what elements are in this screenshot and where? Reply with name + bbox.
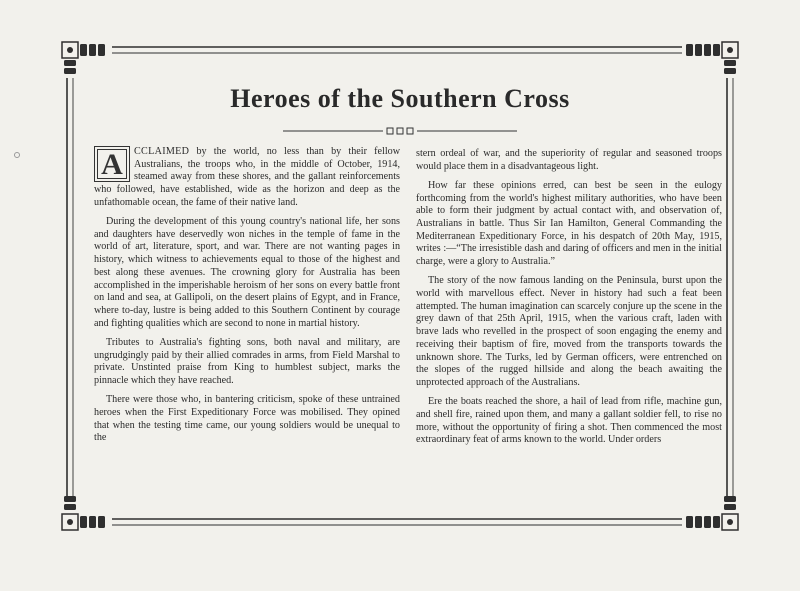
paragraph: The story of the now famous landing on the Peninsula, burst upon the world with marvellous effect. Never in history had such a feat been attempted. The human imagination can scarcely conjure up the scene in the grey dawn of that 25th April, 1915, when the various craft, laden with brave lads who revelled in the prospect of soon engaging the enemy and receiving their baptism of fire, moved from the transports towards the unknown shore. The Turks, led by German officers, were entrenched on the slopes of the rugged hillside and along the beach awaiting the unprotected approach of the Australians. xyxy=(416,275,722,388)
paragraph xyxy=(94,146,400,210)
paragraph-text: by the world, no less than by their fellow Australians, the troops who, in the middle of October, 1914, steamed away from these shores, and the gallant reinforcements who followed, have established, wide as the horizon and deep as the unfathomable ocean, the fame of their native land. xyxy=(94,146,401,208)
opening-word: CCLAIMED xyxy=(134,146,190,157)
title-divider xyxy=(283,127,517,135)
page-title: Heroes of the Southern Cross xyxy=(230,84,570,113)
right-column xyxy=(416,148,722,453)
drop-cap: A xyxy=(94,146,130,182)
paragraph: Ere the boats reached the shore, a hail of lead from rifle, machine gun, and shell fire, rained upon them, and many a gallant soldier fell, to rise no more, without the opportunity of firing a shot. Then commenced the most extraordinary feat of arms known to the world. Under orders xyxy=(416,396,722,446)
corner-top-left xyxy=(62,42,105,74)
corner-top-right xyxy=(686,42,738,74)
left-column xyxy=(94,146,400,451)
paragraph: How far these opinions erred, can best be seen in the eulogy forthcoming from the world's highest military authorities, who have been able to form their judgment by actual contact with, and observation of, Australians in battle. Thus Sir Ian Hamilton, General Commanding the Mediterranean Expeditionary Force, in his despatch of 20th May, 1915, writes :—“The irresistible dash and daring of officers and men in the initial charge, were a glory to Australia.” xyxy=(416,179,722,268)
margin-mark xyxy=(14,152,20,158)
paragraph: Tributes to Australia's fighting sons, both naval and military, are ungrudgingly paid by their allied comrades in arms, from Field Marshal to private. Unstinted praise from King to humblest subject, marks the pinnacle which they have reached. xyxy=(94,336,400,386)
paragraph: stern ordeal of war, and the superiority of regular and seasoned troops would place them in a disadvantageous light. xyxy=(416,148,722,172)
corner-bottom-left xyxy=(62,496,105,530)
paragraph: During the development of this young country's national life, her sons and daughters have deservedly won niches in the temple of fame in the world of art, literature, sport, and war. There are not wanting pages in history, which witness to achievements equal to those of the highest and best along these avenues. The crowning glory for Australia has been accomplished in the imperishable heroism of her sons on every battle front on land and sea, at Gallipoli, on the desert plains of Egypt, and in France, where to-day, lustre is being added to this Southern Continent by courage and fighting qualities which are second to none in martial history. xyxy=(94,216,400,329)
corner-bottom-right xyxy=(686,496,738,530)
paragraph: There were those who, in bantering criticism, spoke of these untrained heroes when the First Expeditionary Force was mobilised. They opined that when the testing time came, our young soldiers would be unequal to the xyxy=(94,394,400,444)
